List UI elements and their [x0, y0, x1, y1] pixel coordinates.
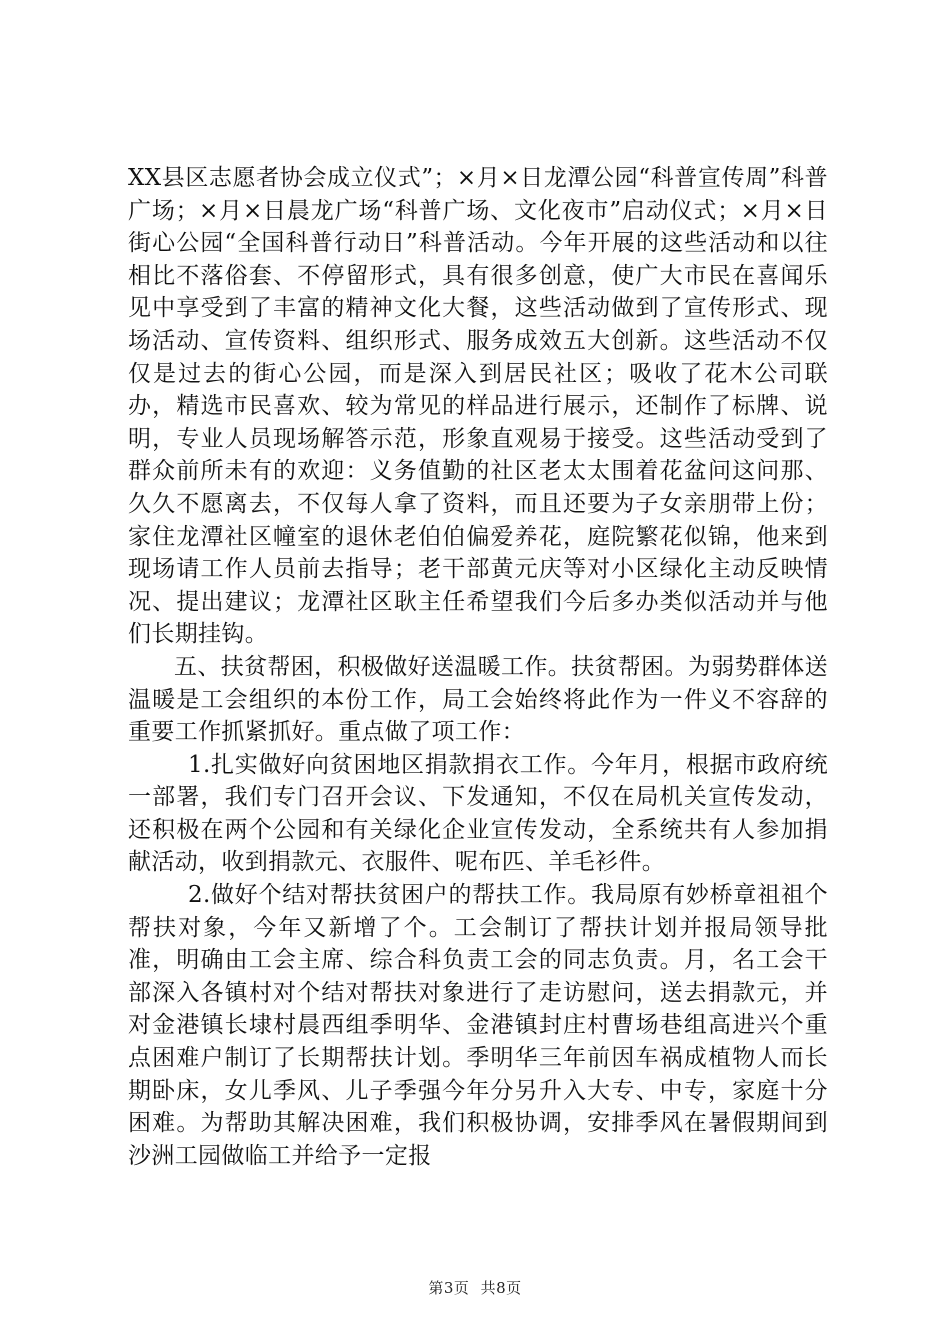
- page-total: 共8页: [480, 1279, 522, 1297]
- paragraph-item-1: 1.扎实做好向贫困地区捐款捐衣工作。今年月，根据市政府统一部署，我们专门召开会议、下发通知，不仅在局机关宣传发动，还积极在两个公园和有关绿化企业宣传发动，全系统共有人参加捐献活动，收到捐款元、衣服件、呢布匹、羊毛衫件。: [128, 751, 828, 876]
- paragraph-section-five: 五、扶贫帮困，积极做好送温暖工作。扶贫帮困。为弱势群体送温暖是工会组织的本份工作，局工会始终将此作为一件义不容辞的重要工作抓紧抓好。重点做了项工作：: [128, 653, 828, 746]
- page-number: 第3页: [428, 1279, 470, 1297]
- paragraph-activities: XX县区志愿者协会成立仪式”；×月×日龙潭公园“科普宣传周”科普广场；×月×日晨龙广场“科普广场、文化夜市”启动仪式；×月×日街心公园“全国科普行动日”科普活动。今年开展的这些活动和以往相比不落俗套、不停留形式，具有很多创意，使广大市民在喜闻乐见中享受到了丰富的精神文化大餐，这些活动做到了宣传形式、现场活动、宣传资料、组织形式、服务成效五大创新。这些活动不仅仅是过去的街心公园，而是深入到居民社区；吸收了花木公司联办，精选市民喜欢、较为常见的样品进行展示，还制作了标牌、说明，专业人员现场解答示范，形象直观易于接受。这些活动受到了群众前所未有的欢迎：义务值勤的社区老太太围着花盆问这问那、久久不愿离去，不仅每人拿了资料，而且还要为子女亲朋带上份；家住龙潭社区幢室的退休老伯伯偏爱养花，庭院繁花似锦，他来到现场请工作人员前去指导；老干部黄元庆等对小区绿化主动反映情况、提出建议；龙潭社区耿主任希望我们今后多办类似活动并与他们长期挂钩。: [128, 165, 828, 648]
- page-footer: [0, 1277, 950, 1298]
- paragraph-item-2: 2.做好个结对帮扶贫困户的帮扶工作。我局原有妙桥章祖祖个帮扶对象，今年又新增了个。工会制订了帮扶计划并报局领导批准，明确由工会主席、综合科负责工会的同志负责。月，名工会干部深入各镇村对个结对帮扶对象进行了走访慰问，送去捐款元，并对金港镇长埭村晨西组季明华、金港镇封庄村曹场巷组高进兴个重点困难户制订了长期帮扶计划。季明华三年前因车祸成植物人而长期卧床，女儿季风、儿子季强今年分另升入大专、中专，家庭十分困难。为帮助其解决困难，我们积极协调，安排季风在暑假期间到沙洲工园做临工并给予一定报: [128, 882, 828, 1169]
- document-body: [128, 162, 828, 1172]
